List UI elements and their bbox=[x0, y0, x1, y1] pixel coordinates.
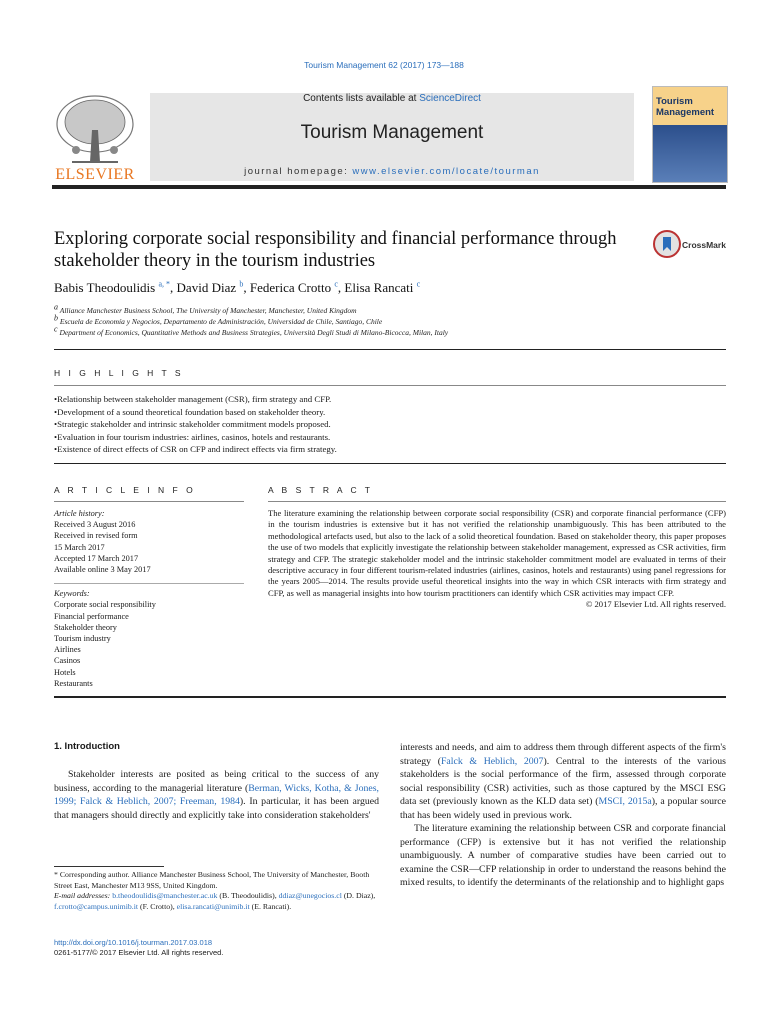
keyword: Airlines bbox=[54, 645, 81, 655]
history-label: Article history: bbox=[54, 509, 105, 518]
email-link[interactable]: b.theodoulidis@manchester.ac.uk bbox=[112, 891, 218, 901]
highlights-list bbox=[54, 393, 724, 456]
keyword: Restaurants bbox=[54, 678, 93, 688]
body-text: interests and needs, and aim to address them through different aspects of the firm's strategy ( bbox=[400, 742, 726, 767]
email-addresses bbox=[54, 891, 379, 912]
author-affiliation-mark[interactable]: a, * bbox=[158, 279, 171, 289]
cover-title-line: Tourism bbox=[656, 96, 693, 107]
author-list: Babis Theodoulidis $^{a, *}$, David Diaz $^b$, Federica Crotto $^c$, Elisa Rancati $^c$ bbox=[54, 279, 421, 295]
body-text: ). Central to the interests of the various stakeholders is the social performance of the firm, assessed through corporate social responsibility (CSR) activities, such as those captured by the MSCI ESG data set (previously known as the KLD data set) ( bbox=[400, 755, 726, 807]
abstract-body bbox=[268, 508, 726, 611]
author-affiliation-mark[interactable]: b bbox=[239, 279, 244, 289]
section-divider bbox=[54, 501, 244, 502]
history-line: Available online 3 May 2017 bbox=[54, 565, 151, 575]
highlights-heading: H I G H L I G H T S bbox=[54, 368, 184, 378]
history-line: 15 March 2017 bbox=[54, 542, 105, 552]
abstract-text: The literature examining the relationship between corporate social responsibility (CSR) and corporate financial performance (CFP) in the tourism industries is extensive but it has not verified the relationship unambiguously. This has been attributed to the methodological artefacts used, but also to the lack of a solid theoretical foundation. Based on stakeholder theory, this paper proposes the use of two models that explicitly investigate the relationship between stakeholder management, expressed as CSR activities, firm strategy and CFP. The strategic stakeholder model and the intrinsic stakeholder commitment model are evaluated in terms of their descriptive accuracy in four different tourism-related industries (airlines, casinos, hotels and restaurants) using panel regressions for the years 2005—2014. The results provide useful theoretical insights into the way in which CSR interacts with firm strategy and CFP, as well as managerial insights into how tourism practitioners can identify which CSR activities may impact CFP. bbox=[268, 508, 726, 598]
paper-title: Exploring corporate social responsibility and financial performance through stakeholder theory in the tourism industries bbox=[54, 229, 617, 271]
email-link[interactable]: ddiaz@unegocios.cl bbox=[278, 891, 342, 901]
journal-reference-link[interactable]: Tourism Management 62 (2017) 173—188 bbox=[304, 60, 464, 70]
keyword: Stakeholder theory bbox=[54, 622, 117, 632]
article-info-divider bbox=[54, 583, 244, 584]
article-info-heading: A R T I C L E I N F O bbox=[54, 485, 196, 495]
keyword: Tourism industry bbox=[54, 634, 111, 644]
keyword: Casinos bbox=[54, 656, 81, 666]
highlight-item: • Existence of direct effects of CSR on CFP and indirect effects via firm strategy. bbox=[54, 443, 724, 456]
body-text: ). In particular, it has been argued that managers should directly and explicitly take into consideration stakeholders' bbox=[54, 796, 379, 821]
history-line: Received 3 August 2016 bbox=[54, 520, 136, 530]
body-paragraph: The literature examining the relationship between CSR and corporate financial performance (CFP) is extensive but it has not verified the relationship unambiguously. A number of comparative studies have been carried out to examine the CSR—CFP relationship in order to understand the reasons behind the mixed results, to identify the determinants of the relationship and to highlight gaps bbox=[400, 823, 726, 888]
affiliation-text: Alliance Manchester Business School, The University of Manchester, Manchester, United Kingdom bbox=[59, 306, 357, 315]
highlight-item: • Relationship between stakeholder management (CSR), firm strategy and CFP. bbox=[54, 393, 724, 406]
crossmark-label[interactable]: CrossMark bbox=[682, 240, 726, 250]
affiliation-text: Department of Economics, Quantitative Methods and Business Strategies, Università Degli Studi di Milano-Bicocca, Milan, Italy bbox=[59, 328, 449, 337]
email-link[interactable]: elisa.rancati@unimib.it bbox=[176, 901, 250, 911]
homepage-prefix: journal homepage: bbox=[244, 166, 353, 177]
email-owner: (D. Diaz), bbox=[341, 891, 376, 901]
highlight-item: • Development of a sound theoretical foundation based on stakeholder theory. bbox=[54, 406, 724, 419]
sciencedirect-link[interactable]: ScienceDirect bbox=[419, 93, 481, 104]
contents-available-line bbox=[150, 93, 634, 104]
section-divider bbox=[268, 501, 726, 502]
doi-link[interactable]: http://dx.doi.org/10.1016/j.tourman.2017.03.018 bbox=[54, 938, 213, 947]
journal-homepage-link[interactable]: www.elsevier.com/locate/tourman bbox=[352, 166, 540, 177]
abstract-heading: A B S T R A C T bbox=[268, 485, 374, 495]
highlight-item: • Strategic stakeholder and intrinsic stakeholder commitment models proposed. bbox=[54, 418, 724, 431]
affiliation-text: Escuela de Economía y Negocios, Departamento de Administración, Universidad de Chile, Santiago, Chile bbox=[59, 317, 383, 326]
author-name: David Diaz bbox=[176, 280, 237, 295]
highlight-item: • Evaluation in four tourism industries: airlines, casinos, hotels and restaurants. bbox=[54, 431, 724, 444]
section-divider bbox=[54, 349, 726, 350]
citation-link[interactable]: Falck & Heblich, 2007 bbox=[440, 755, 544, 767]
section-divider bbox=[54, 385, 726, 386]
footnote-rule bbox=[54, 866, 164, 867]
header-rule bbox=[52, 185, 726, 189]
keyword: Hotels bbox=[54, 667, 76, 677]
article-info bbox=[54, 508, 244, 689]
history-line: Received in revised form bbox=[54, 531, 138, 541]
doi-block bbox=[54, 938, 379, 958]
cover-title-line: Management bbox=[656, 107, 715, 118]
section-divider bbox=[54, 696, 726, 698]
journal-title: Tourism Management bbox=[300, 122, 484, 143]
email-owner: (E. Rancati). bbox=[249, 901, 292, 911]
affiliation bbox=[54, 302, 704, 315]
keyword: Financial performance bbox=[54, 611, 129, 621]
affiliation-mark: a bbox=[54, 302, 58, 312]
email-link[interactable]: f.crotto@campus.unimib.it bbox=[54, 901, 139, 911]
affiliation bbox=[54, 313, 704, 326]
footnote bbox=[54, 870, 379, 912]
author-name: Federica Crotto bbox=[249, 280, 332, 295]
abstract-copyright: © 2017 Elsevier Ltd. All rights reserved. bbox=[585, 599, 726, 610]
author-affiliation-mark[interactable]: c bbox=[334, 279, 338, 289]
citation-link[interactable]: Berman, Wicks, Kotha, & Jones, 1999; Falck & Heblich, 2007; Freeman, 1984 bbox=[54, 782, 379, 807]
email-owner: (B. Theodoulidis), bbox=[217, 891, 279, 901]
email-owner: (F. Crotto), bbox=[138, 901, 177, 911]
history-line: Accepted 17 March 2017 bbox=[54, 553, 139, 563]
keywords-label: Keywords: bbox=[54, 589, 90, 599]
body-text: Stakeholder interests are posited as being critical to the success of any business, according to the managerial literature ( bbox=[54, 769, 379, 794]
issn-line: 0261-5177/© 2017 Elsevier Ltd. All rights reserved. bbox=[54, 948, 224, 957]
section-heading-introduction: 1. Introduction bbox=[54, 741, 120, 752]
corresponding-author-note: * Corresponding author. Alliance Manchester Business School, The University of Manchester, Booth Street East, Manchester M13 9SS, United Kingdom. bbox=[54, 870, 370, 890]
affiliation-mark: b bbox=[54, 313, 58, 323]
affiliation bbox=[54, 324, 704, 337]
keyword: Corporate social responsibility bbox=[54, 600, 156, 610]
author-name: Babis Theodoulidis bbox=[54, 280, 156, 295]
citation-link[interactable]: MSCI, 2015a bbox=[598, 796, 652, 807]
email-label: E-mail addresses: bbox=[54, 891, 111, 901]
section-divider bbox=[54, 463, 726, 464]
body-column-left bbox=[54, 768, 379, 822]
author-affiliation-mark[interactable]: c bbox=[416, 279, 421, 289]
body-text: ), a popular source that has been widely used in previous work. bbox=[400, 796, 726, 821]
author-name: Elisa Rancati bbox=[344, 280, 414, 295]
body-column-right bbox=[400, 741, 726, 890]
affiliation-mark: c bbox=[54, 324, 58, 334]
publisher-name: ELSEVIER bbox=[55, 166, 135, 183]
journal-cover-title bbox=[656, 96, 726, 118]
journal-homepage-line bbox=[150, 166, 634, 177]
crossmark-icon[interactable] bbox=[652, 229, 682, 259]
contents-prefix: Contents lists available at bbox=[303, 93, 420, 104]
body-paragraph bbox=[400, 741, 726, 822]
